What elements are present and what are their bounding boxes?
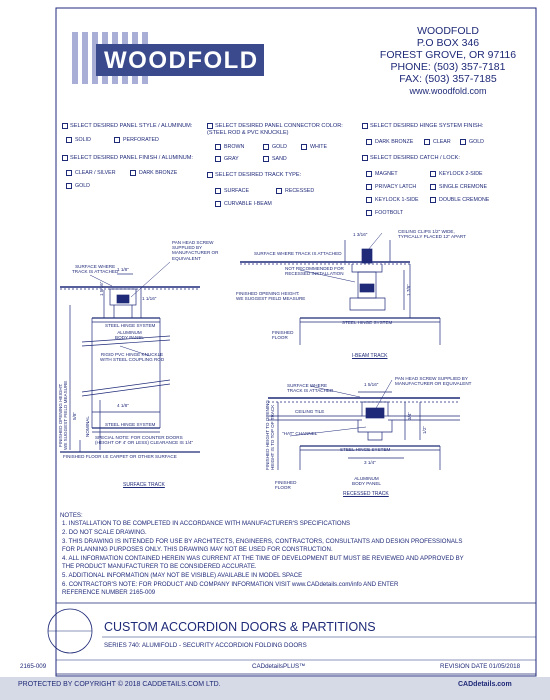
surface-dim-side-right: 1 1/16" bbox=[142, 296, 157, 301]
option-curvable-ibeam: CURVABLE I-BEAM bbox=[224, 201, 272, 207]
surface-nominal: NOMINAL bbox=[85, 416, 90, 437]
ibeam-finished-opening-text: FINISHED OPENING HEIGHT: WE SUGGEST FIELD MEASURE bbox=[236, 291, 306, 302]
catch-lock-header: SELECT DESIRED CATCH / LOCK: bbox=[370, 155, 460, 161]
option-single-cremone: SINGLE CREMONE bbox=[439, 184, 487, 190]
connector-color-header2: (STEEL ROD & PVC KNUCKLE) bbox=[207, 130, 289, 136]
option-privacy-latch: PRIVACY LATCH bbox=[375, 184, 417, 190]
note-line: 2. DO NOT SCALE DRAWING. bbox=[62, 529, 147, 536]
ibeam-finished-floor-text: FINISHED FLOOR bbox=[272, 330, 294, 341]
surface-dim-top: 1 1/8" bbox=[117, 267, 129, 272]
surface-aluminum-panel bbox=[115, 330, 144, 340]
option-hinge-gold: GOLD bbox=[469, 139, 485, 145]
company-fax: FAX: (503) 357-7185 bbox=[399, 73, 497, 85]
copyright: PROTECTED BY COPYRIGHT © 2018 CADDETAILS.COM LTD. bbox=[18, 681, 221, 688]
recessed-surface-where-text: SURFACE WHERE TRACK IS ATTACHED bbox=[287, 383, 334, 394]
panel-style-header: SELECT DESIRED PANEL STYLE / ALUMINUM: bbox=[70, 123, 193, 129]
ibeam-dim-side: 1 7/8" bbox=[406, 284, 411, 296]
option-footbolt: FOOTBOLT bbox=[375, 210, 404, 216]
option-clear-silver: CLEAR / SILVER bbox=[75, 170, 116, 176]
ibeam-ceiling-clips bbox=[398, 229, 466, 239]
recessed-hat-channel: "HAT" CHANNEL bbox=[282, 431, 318, 436]
recessed-aluminum-panel bbox=[352, 476, 381, 486]
recessed-pan-head bbox=[395, 376, 472, 386]
ibeam-finished-opening bbox=[236, 291, 305, 301]
panel-finish-header: SELECT DESIRED PANEL FINISH / ALUMINUM: bbox=[70, 155, 193, 161]
company-name: WOODFOLD bbox=[417, 25, 479, 37]
recessed-dim-bottom: 3 1/4" bbox=[364, 460, 376, 465]
recessed-finished-height bbox=[265, 400, 275, 470]
company-web: www.woodfold.com bbox=[409, 86, 487, 96]
revision-date: REVISION DATE 01/05/2018 bbox=[440, 663, 521, 670]
recessed-surface-where bbox=[287, 383, 333, 393]
recessed-finished-floor bbox=[275, 480, 296, 490]
option-keylock-1side: KEYLOCK 1-SIDE bbox=[375, 197, 419, 203]
logo-text: WOODFOLD bbox=[104, 47, 259, 74]
option-connector-gold: GOLD bbox=[272, 144, 288, 150]
ibeam-track-caption: I-BEAM TRACK bbox=[352, 353, 388, 359]
recessed-dim-top: 1 5/16" bbox=[364, 382, 379, 387]
surface-special-note bbox=[95, 435, 193, 445]
recessed-aluminum-panel-text: ALUMINUM BODY PANEL bbox=[352, 476, 381, 487]
surface-dim-side-left: 1 5/16" bbox=[99, 281, 104, 296]
ibeam-ceiling-clips-text: CEILING CLIPS 1/2" WIDE, TYPICALLY PLACED 12" APART bbox=[398, 229, 466, 240]
surface-aluminum-panel-text: ALUMINUM BODY PANEL bbox=[115, 330, 144, 341]
ibeam-dim-top: 1 3/16" bbox=[353, 232, 368, 237]
option-keylock-2side: KEYLOCK 2-SIDE bbox=[439, 171, 483, 177]
surface-where-text: SURFACE WHERE TRACK IS ATTACHED bbox=[72, 264, 119, 275]
caddetails-plus: CADdetailsPLUS™ bbox=[252, 663, 306, 670]
surface-finished-opening bbox=[58, 381, 68, 450]
ibeam-not-recommended-text: NOT RECOMMENDED FOR RECESSED INSTALLATION bbox=[285, 266, 344, 277]
option-gray: GRAY bbox=[224, 156, 239, 162]
option-hinge-dark-bronze: DARK BRONZE bbox=[375, 139, 414, 145]
surface-pan-head-text: PAN HEAD SCREW SUPPLIED BY MANUFACTURER OR EQUIVALENT bbox=[172, 240, 219, 261]
ibeam-surface-where: SURFACE WHERE TRACK IS ATTACHED bbox=[254, 251, 342, 256]
option-perforated: PERFORATED bbox=[123, 137, 159, 143]
option-recessed: RECESSED bbox=[285, 188, 315, 194]
option-brown: BROWN bbox=[224, 144, 245, 150]
ibeam-not-recommended bbox=[285, 266, 344, 276]
surface-dim-58: 5/8" bbox=[72, 411, 77, 420]
surface-dim-bottom: 4 1/8" bbox=[117, 403, 129, 408]
surface-rigid-pvc-text: RIGID PVC HINGE KNUCKLE WITH STEEL COUPLING ROD bbox=[100, 352, 165, 363]
note-line: 3. THIS DRAWING IS INTENDED FOR USE BY ARCHITECTS, ENGINEERS, CONTRACTORS, CONSULTANTS AND DESIGN PROFESSIONALS bbox=[62, 538, 463, 545]
surface-finished-opening-text: FINISHED OPENING HEIGHT: WE SUGGEST FIELD MEASURE bbox=[58, 380, 69, 450]
option-sand: SAND bbox=[272, 156, 287, 162]
option-dark-bronze: DARK BRONZE bbox=[139, 170, 178, 176]
option-hinge-clear: CLEAR bbox=[433, 139, 451, 145]
ibeam-finished-floor bbox=[272, 330, 293, 340]
recessed-dim-12: 1/2" bbox=[422, 425, 427, 434]
company-address2: FOREST GROVE, OR 97116 bbox=[379, 49, 517, 61]
drawing-subtitle: SERIES 740: ALUMIFOLD - SECURITY ACCORDION FOLDING DOORS bbox=[104, 642, 307, 649]
note-line: REFERENCE NUMBER 2165-009 bbox=[62, 589, 156, 596]
option-magnet: MAGNET bbox=[375, 171, 398, 177]
note-line: 5. ADDITIONAL INFORMATION (MAY NOT BE VISIBLE) AVAILABLE IN MODEL SPACE bbox=[62, 572, 303, 579]
recessed-finished-floor-text: FINISHED FLOOR bbox=[275, 480, 297, 491]
recessed-pan-head-text: PAN HEAD SCREW SUPPLIED BY MANUFACTURER OR EQUIVALENT bbox=[395, 376, 472, 387]
note-line: 6. CONTRACTOR'S NOTE: FOR PRODUCT AND COMPANY INFORMATION VISIT www.CADdetails.com/info AND ENTER bbox=[62, 581, 399, 588]
connector-color-header: SELECT DESIRED PANEL CONNECTOR COLOR: bbox=[215, 123, 343, 129]
company-phone: PHONE: (503) 357-7181 bbox=[390, 61, 506, 73]
recessed-track-caption: RECESSED TRACK bbox=[343, 491, 389, 497]
notes-heading: NOTES: bbox=[60, 512, 83, 519]
recessed-finished-height-text: FINISHED HEIGHT TO OPENING HEIGHT IS TO TOP OF TRACK bbox=[265, 400, 276, 470]
surface-finished-floor: FINISHED FLOOR I.E CARPET OR OTHER SURFACE bbox=[63, 454, 177, 459]
drawing-title: CUSTOM ACCORDION DOORS & PARTITIONS bbox=[104, 620, 376, 634]
note-line: THE PRODUCT MANUFACTURER TO BE CONSIDERED ACCURATE. bbox=[62, 563, 257, 570]
note-line: 4. ALL INFORMATION CONTAINED HEREIN WAS CURRENT AT THE TIME OF DEVELOPMENT BUT MUST BE REVIEWED AND APPROVED BY bbox=[62, 555, 464, 562]
surface-pan-head-label bbox=[172, 240, 218, 261]
surface-where-label bbox=[72, 264, 118, 274]
company-address1: P.O BOX 346 bbox=[416, 37, 480, 49]
reference-number: 2165-009 bbox=[20, 663, 47, 670]
recessed-dim-34: 3/4" bbox=[407, 411, 412, 420]
surface-track-caption: SURFACE TRACK bbox=[123, 482, 165, 488]
caddetails-link[interactable]: CADdetails.com bbox=[458, 681, 512, 688]
option-surface: SURFACE bbox=[224, 188, 250, 194]
surface-steel-hinge-top: STEEL HINGE SYSTEM bbox=[105, 323, 156, 328]
surface-rigid-pvc bbox=[100, 352, 164, 362]
option-gold: GOLD bbox=[75, 183, 91, 189]
surface-steel-hinge-bottom: STEEL HINGE SYSTEM bbox=[105, 422, 156, 427]
recessed-steel-hinge: STEEL HINGE SYSTEM bbox=[340, 447, 391, 452]
track-type-header: SELECT DESIRED TRACK TYPE: bbox=[215, 172, 302, 178]
ibeam-steel-hinge: STEEL HINGE SYSTEM bbox=[342, 320, 393, 325]
note-line: 1. INSTALLATION TO BE COMPLETED IN ACCORDANCE WITH MANUFACTURER'S SPECIFICATIONS bbox=[62, 520, 351, 527]
recessed-ceiling-tile: CEILING TILE bbox=[295, 409, 325, 414]
surface-special-note-text: SPECIAL NOTE: FOR COUNTER DOORS (HEIGHT OF 4' OR LESS) CLEARANCE IS 1/4" bbox=[95, 435, 194, 446]
option-double-cremone: DOUBLE CREMONE bbox=[439, 197, 490, 203]
note-line: FOR PLANNING PURPOSES ONLY. THIS DRAWING MAY NOT BE USED FOR CONSTRUCTION. bbox=[62, 546, 333, 553]
hinge-finish-header: SELECT DESIRED HINGE SYSTEM FINISH: bbox=[370, 123, 484, 129]
option-white: WHITE bbox=[310, 144, 328, 150]
option-solid: SOLID bbox=[75, 137, 91, 143]
